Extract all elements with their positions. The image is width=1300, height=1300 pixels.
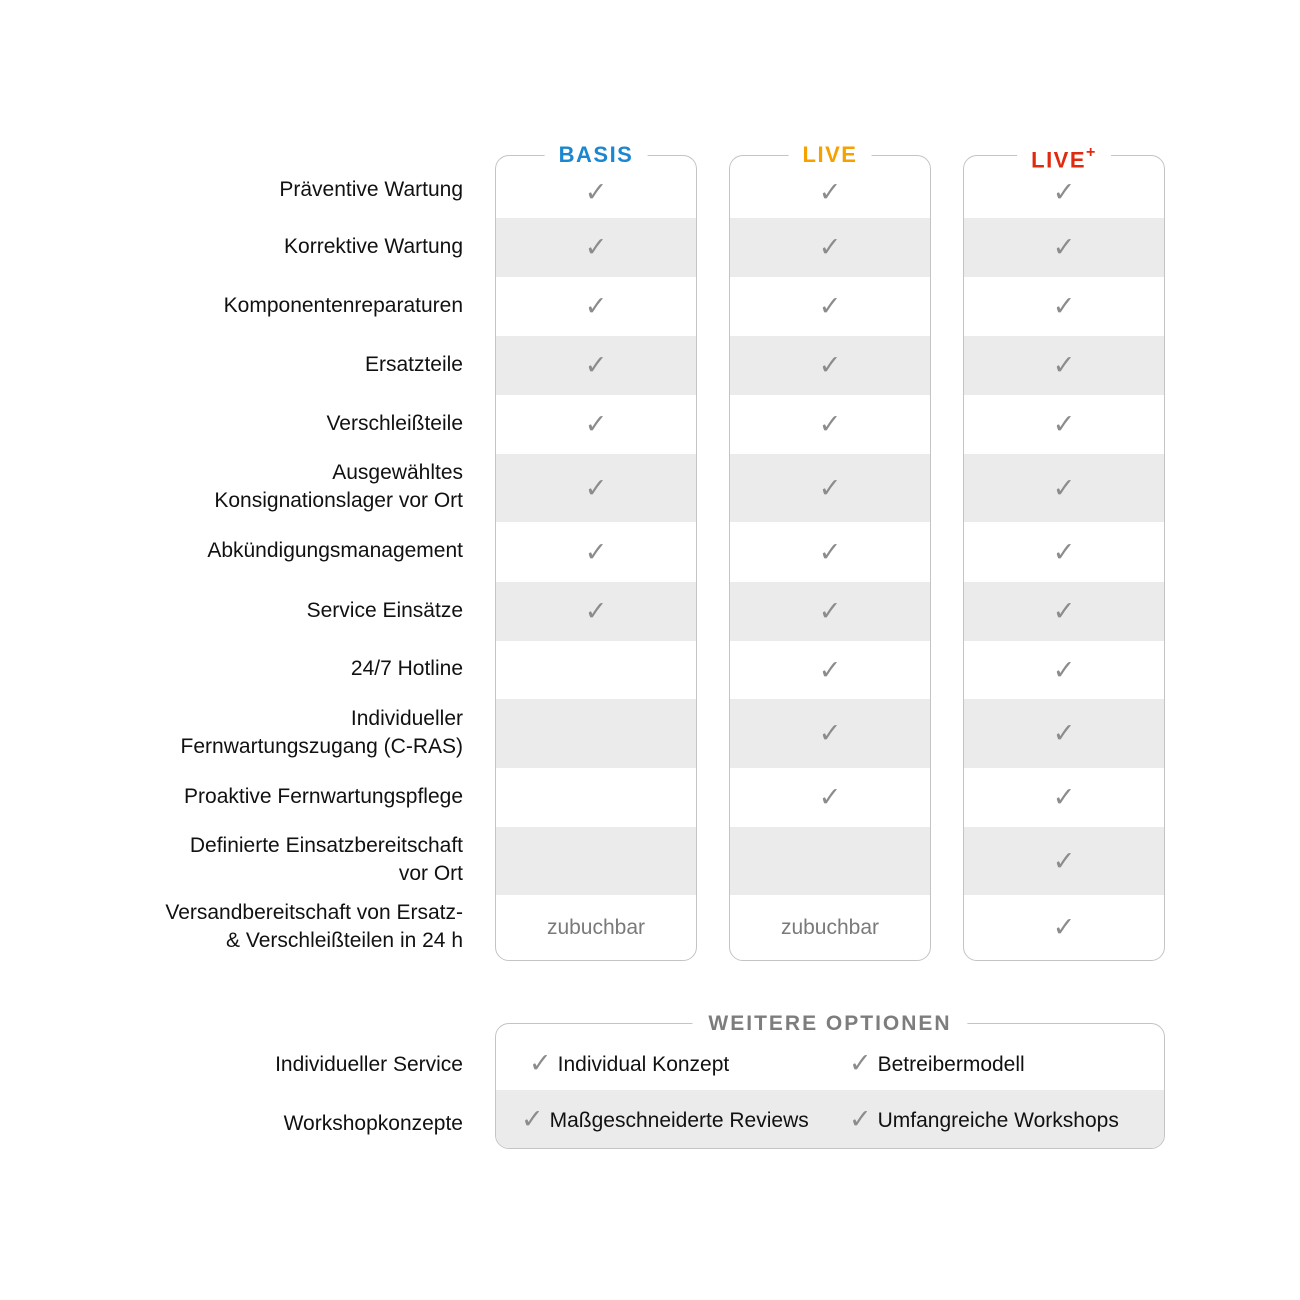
plan-name-superscript: + (1086, 144, 1097, 161)
plan-cell (496, 277, 696, 336)
plan-name: BASIS (558, 142, 634, 167)
plan-cell (730, 277, 930, 336)
check-icon: ✓ (1052, 472, 1076, 504)
plan-cell (730, 582, 930, 641)
check-icon: ✓ (584, 291, 608, 322)
option-text: Maßgeschneiderte Reviews (549, 1109, 809, 1132)
check-icon: ✓ (818, 654, 842, 686)
plan-column-1 (495, 155, 697, 961)
plan-cell (964, 336, 1164, 395)
feature-label: Ersatzteile (364, 352, 463, 376)
plan-cell (964, 641, 1164, 699)
feature-label: Verschleißteile (326, 411, 463, 435)
check-icon: ✓ (849, 1104, 872, 1135)
plan-cell (730, 454, 930, 522)
plan-cell (964, 895, 1164, 960)
option-item (849, 1090, 1119, 1149)
plan-cell (730, 336, 930, 395)
check-icon: ✓ (1052, 718, 1076, 749)
plan-cell (964, 827, 1164, 895)
check-icon: ✓ (818, 472, 842, 504)
options-title: WEITERE OPTIONEN (692, 1010, 967, 1038)
plan-cell (730, 395, 930, 454)
check-icon: ✓ (584, 536, 608, 568)
plan-cell (730, 218, 930, 277)
check-icon: ✓ (584, 176, 608, 208)
check-icon: ✓ (1052, 654, 1076, 686)
check-icon: ✓ (818, 536, 842, 568)
check-icon: ✓ (1052, 912, 1076, 943)
plan-cell (964, 522, 1164, 582)
option-text: Individual Konzept (557, 1053, 730, 1076)
check-icon: ✓ (818, 718, 842, 749)
plan-cell (496, 895, 696, 960)
feature-label: Abkündigungsmanagement (207, 539, 463, 562)
check-icon: ✓ (1052, 232, 1076, 263)
plan-cell (496, 336, 696, 395)
plan-cell (496, 768, 696, 827)
plan-cell (730, 641, 930, 699)
check-icon: ✓ (818, 350, 842, 381)
option-text: Umfangreiche Workshops (877, 1109, 1119, 1132)
feature-label: Präventive Wartung (279, 178, 463, 201)
plan-cell (964, 395, 1164, 454)
check-icon: ✓ (1052, 845, 1076, 877)
feature-label: Service Einsätze (306, 598, 463, 622)
check-icon: ✓ (1052, 596, 1076, 627)
check-icon: ✓ (529, 1048, 552, 1079)
feature-label: Komponentenreparaturen (223, 293, 463, 317)
plan-cell (730, 522, 930, 582)
plan-cell (964, 582, 1164, 641)
plan-cell (496, 827, 696, 895)
plan-name: LIVE (802, 142, 858, 167)
plan-cell (964, 768, 1164, 827)
plan-cell (964, 277, 1164, 336)
plan-cell (964, 699, 1164, 768)
plan-cell (496, 395, 696, 454)
check-icon: ✓ (521, 1104, 544, 1135)
plan-cell (496, 454, 696, 522)
plan-cell (964, 454, 1164, 522)
check-icon: ✓ (1052, 782, 1076, 813)
feature-label: Versandbereitschaft von Ersatz- & Verschleißteilen in 24 h (165, 900, 463, 952)
check-icon: ✓ (818, 596, 842, 627)
plan-title (789, 140, 872, 170)
check-icon: ✓ (1052, 291, 1076, 322)
check-icon: ✓ (818, 232, 842, 263)
feature-label: Definierte Einsatzbereitschaft vor Ort (189, 834, 463, 885)
plan-cell (730, 699, 930, 768)
plan-cell (730, 768, 930, 827)
addon-note: zubuchbar (546, 915, 646, 939)
addon-note: zubuchbar (780, 915, 880, 939)
plan-cell (730, 895, 930, 960)
check-icon: ✓ (818, 409, 842, 440)
option-label: Individueller Service (275, 1053, 463, 1076)
plan-name: LIVE (1031, 147, 1087, 173)
plan-cell (496, 218, 696, 277)
feature-label: 24/7 Hotline (350, 657, 463, 680)
feature-label: Proaktive Fernwartungspflege (184, 784, 463, 808)
feature-label: Korrektive Wartung (284, 234, 463, 258)
check-icon: ✓ (818, 782, 842, 813)
options-row (496, 1090, 1164, 1149)
plan-cell (496, 522, 696, 582)
option-label: Workshopkonzepte (283, 1112, 463, 1135)
check-icon: ✓ (584, 232, 608, 263)
option-item (521, 1090, 809, 1149)
options-box (495, 1023, 1165, 1149)
plan-title (1017, 140, 1111, 173)
check-icon: ✓ (1052, 536, 1076, 568)
check-icon: ✓ (849, 1048, 872, 1079)
check-icon: ✓ (584, 596, 608, 627)
plan-title (545, 140, 648, 170)
check-icon: ✓ (1052, 176, 1076, 208)
plan-cell (496, 641, 696, 699)
check-icon: ✓ (584, 350, 608, 381)
plan-column-2 (729, 155, 931, 961)
plan-cell (496, 699, 696, 768)
check-icon: ✓ (584, 409, 608, 440)
feature-label: Individueller Fernwartungszugang (C-RAS) (180, 706, 463, 758)
check-icon: ✓ (818, 176, 842, 208)
check-icon: ✓ (584, 472, 608, 504)
plan-column-3 (963, 155, 1165, 961)
plan-cell (964, 218, 1164, 277)
check-icon: ✓ (818, 291, 842, 322)
check-icon: ✓ (1052, 409, 1076, 440)
plan-cell (496, 582, 696, 641)
check-icon: ✓ (1052, 350, 1076, 381)
option-text: Betreibermodell (877, 1053, 1025, 1076)
feature-label: Ausgewähltes Konsignationslager vor Ort (214, 461, 463, 512)
plan-cell (730, 827, 930, 895)
